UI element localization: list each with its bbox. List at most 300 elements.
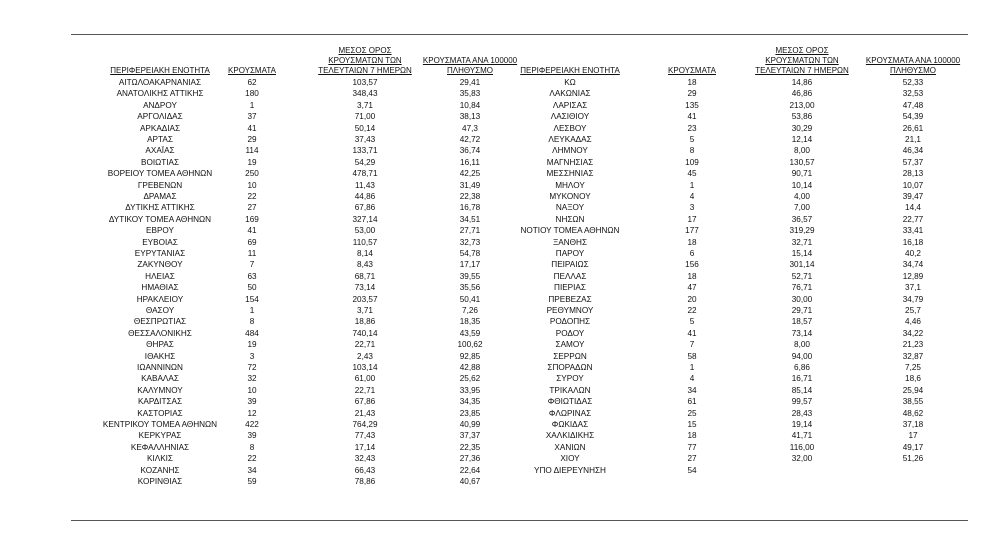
- left-per100k-cell: 39,55: [459, 271, 481, 281]
- left-avg-cell: 73,14: [354, 283, 376, 293]
- right-avg-cell: 10,14: [791, 180, 813, 190]
- left-per100k-cell: 16,11: [460, 157, 480, 167]
- left-region-cell: ΚΟΖΑΝΗΣ: [140, 465, 180, 475]
- left-avg-cell: 203,57: [352, 294, 378, 304]
- left-cases-cell: 19: [247, 157, 257, 167]
- table-row: [0, 339, 993, 350]
- right-cases-cell: 1: [689, 180, 695, 190]
- left-cases-cell: 11: [247, 249, 257, 258]
- right-per100k-cell: 10,07: [902, 180, 924, 190]
- table-row: [0, 316, 993, 327]
- right-avg-cell: 29,71: [791, 306, 813, 315]
- left-cases-cell: 22: [247, 192, 257, 201]
- left-cases-cell: 8: [249, 317, 255, 327]
- right-avg-cell: 130,57: [789, 157, 815, 167]
- table-row: [0, 385, 993, 396]
- left-per100k-cell: 34,51: [459, 214, 481, 224]
- left-per100k-cell: 35,56: [459, 283, 481, 293]
- left-region-cell: ΘΗΡΑΣ: [146, 340, 174, 350]
- left-per100k-cell: 42,25: [459, 169, 481, 179]
- left-per100k-cell: 18,35: [459, 317, 481, 327]
- left-cases-cell: 29: [247, 135, 257, 144]
- table-row: [0, 294, 993, 305]
- left-cases-cell: 37: [247, 112, 257, 122]
- table-row: [0, 214, 993, 225]
- right-per100k-cell: 51,26: [902, 454, 924, 464]
- header-cases-left-label: ΚΡΟΥΣΜΑΤΑ: [228, 66, 276, 75]
- right-region-cell: ΣΑΜΟΥ: [555, 340, 585, 350]
- left-per100k-cell: 54,78: [459, 249, 481, 258]
- table-row: [0, 100, 993, 111]
- left-avg-cell: 8,43: [357, 260, 373, 270]
- left-per100k-cell: 23,85: [459, 408, 481, 418]
- left-per100k-cell: 16,78: [459, 203, 481, 213]
- right-per100k-cell: 37,18: [902, 420, 924, 429]
- right-region-cell: ΛΑΚΩΝΙΑΣ: [549, 89, 591, 99]
- left-region-cell: ΒΟΙΩΤΙΑΣ: [140, 157, 180, 167]
- right-cases-cell: 5: [689, 317, 695, 327]
- right-cases-cell: 135: [685, 100, 699, 110]
- left-cases-cell: 3: [249, 351, 255, 361]
- right-region-cell: ΠΑΡΟΥ: [555, 249, 585, 258]
- right-cases-cell: 25: [687, 408, 697, 418]
- left-avg-cell: 8,14: [357, 249, 373, 258]
- left-per100k-cell: 33,95: [459, 385, 481, 395]
- right-region-cell: ΡΟΔΟΥ: [555, 328, 585, 338]
- table-header: [0, 40, 993, 76]
- left-region-cell: ΙΩΑΝΝΙΝΩΝ: [137, 363, 183, 372]
- right-avg-cell: 28,43: [791, 408, 813, 418]
- right-avg-cell: 319,29: [789, 226, 815, 236]
- table-row: [0, 259, 993, 270]
- left-avg-cell: 478,71: [352, 169, 378, 179]
- right-avg-cell: 30,29: [791, 123, 813, 133]
- left-avg-cell: 348,43: [352, 89, 378, 99]
- left-region-cell: ΘΕΣΣΑΛΟΝΙΚΗΣ: [128, 328, 192, 338]
- right-per100k-cell: 17: [908, 431, 918, 441]
- left-region-cell: ΖΑΚΥΝΘΟΥ: [137, 260, 183, 270]
- left-cases-cell: 1: [249, 306, 255, 315]
- table-row: [0, 202, 993, 213]
- right-cases-cell: 17: [687, 214, 697, 224]
- right-cases-cell: 20: [687, 294, 697, 304]
- table-row: [0, 442, 993, 453]
- left-cases-cell: 422: [245, 420, 259, 429]
- left-avg-cell: 103,14: [352, 363, 378, 372]
- right-per100k-cell: 34,22: [902, 328, 924, 338]
- left-region-cell: ΚΕΦΑΛΛΗΝΙΑΣ: [130, 442, 190, 452]
- left-per100k-cell: 40,67: [459, 477, 481, 486]
- left-per100k-cell: 43,59: [459, 328, 481, 338]
- left-cases-cell: 250: [245, 169, 259, 179]
- left-avg-cell: 11,43: [355, 180, 375, 190]
- right-cases-cell: 18: [687, 237, 697, 247]
- left-avg-cell: 44,86: [354, 192, 376, 201]
- left-per100k-cell: 38,13: [459, 112, 481, 122]
- right-cases-cell: 109: [685, 157, 699, 167]
- table-row: [0, 430, 993, 441]
- left-cases-cell: 50: [247, 283, 257, 293]
- right-avg-cell: 36,57: [791, 214, 813, 224]
- left-region-cell: ΚΑΡΔΙΤΣΑΣ: [137, 397, 183, 407]
- left-avg-cell: 37,43: [354, 135, 376, 144]
- left-region-cell: ΚΕΡΚΥΡΑΣ: [138, 431, 182, 441]
- left-avg-cell: 327,14: [352, 214, 378, 224]
- left-avg-cell: 3,71: [357, 306, 373, 315]
- table-row: [0, 351, 993, 362]
- right-region-cell: ΝΑΞΟΥ: [555, 203, 585, 213]
- right-avg-cell: 7,00: [794, 203, 810, 213]
- right-avg-cell: 32,00: [791, 454, 813, 464]
- left-cases-cell: 22: [247, 454, 257, 464]
- left-per100k-cell: 27,71: [459, 226, 481, 236]
- header-cases-right-label: ΚΡΟΥΣΜΑΤΑ: [668, 66, 716, 75]
- left-per100k-cell: 27,36: [459, 454, 481, 464]
- right-cases-cell: 27: [687, 454, 697, 464]
- left-cases-cell: 484: [245, 328, 259, 338]
- left-region-cell: ΘΕΣΠΡΩΤΙΑΣ: [133, 317, 187, 327]
- left-cases-cell: 10: [247, 385, 257, 395]
- left-region-cell: ΔΡΑΜΑΣ: [143, 192, 177, 201]
- left-cases-cell: 114: [245, 146, 259, 156]
- table-row: [0, 77, 993, 88]
- left-avg-cell: 103,57: [352, 78, 378, 87]
- right-avg-cell: 6,86: [794, 363, 810, 372]
- left-cases-cell: 169: [245, 214, 259, 224]
- table-row: [0, 373, 993, 384]
- right-per100k-cell: 14,4: [905, 203, 921, 213]
- right-per100k-cell: 34,79: [902, 294, 924, 304]
- right-region-cell: ΜΥΚΟΝΟΥ: [549, 192, 591, 201]
- right-cases-cell: 54: [687, 465, 697, 475]
- left-region-cell: ΑΙΤΩΛΟΑΚΑΡΝΑΝΙΑΣ: [118, 78, 202, 87]
- right-avg-cell: 53,86: [791, 112, 813, 122]
- table-row: [0, 305, 993, 316]
- right-cases-cell: 6: [689, 249, 695, 258]
- left-per100k-cell: 42,88: [459, 363, 481, 372]
- left-per100k-cell: 37,37: [459, 431, 481, 441]
- left-per100k-cell: 25,62: [459, 374, 481, 384]
- left-avg-cell: 71,00: [354, 112, 376, 122]
- table-row: [0, 465, 993, 476]
- table-row: [0, 476, 993, 487]
- right-avg-cell: 213,00: [789, 100, 815, 110]
- right-avg-cell: 116,00: [789, 442, 815, 452]
- table-row: [0, 237, 993, 248]
- right-region-cell: ΛΑΣΙΘΙΟΥ: [550, 112, 590, 122]
- left-cases-cell: 41: [247, 123, 257, 133]
- right-per100k-cell: 46,34: [902, 146, 924, 156]
- left-cases-cell: 180: [245, 89, 259, 99]
- left-per100k-cell: 22,35: [459, 442, 481, 452]
- left-cases-cell: 7: [249, 260, 255, 270]
- right-per100k-cell: 37,1: [905, 283, 921, 293]
- left-per100k-cell: 40,99: [459, 420, 481, 429]
- left-avg-cell: 764,29: [352, 420, 378, 429]
- left-cases-cell: 41: [247, 226, 257, 236]
- right-cases-cell: 41: [687, 112, 697, 122]
- left-per100k-cell: 10,84: [459, 100, 481, 110]
- right-per100k-cell: 47,48: [902, 100, 924, 110]
- right-per100k-cell: 32,87: [902, 351, 924, 361]
- right-per100k-cell: 52,33: [902, 78, 924, 87]
- right-region-cell: ΣΥΡΟΥ: [556, 374, 584, 384]
- header-cases-right: [657, 66, 727, 76]
- right-avg-cell: 76,71: [791, 283, 813, 293]
- table-row: [0, 145, 993, 156]
- right-cases-cell: 47: [687, 283, 697, 293]
- left-cases-cell: 12: [247, 408, 257, 418]
- left-cases-cell: 19: [247, 340, 257, 350]
- right-per100k-cell: 34,74: [902, 260, 924, 270]
- header-per100k-left-line2: ΠΛΗΘΥΣΜΟ: [446, 66, 494, 75]
- right-region-cell: ΜΑΓΝΗΣΙΑΣ: [546, 157, 594, 167]
- right-cases-cell: 177: [685, 226, 699, 236]
- right-per100k-cell: 7,25: [905, 363, 921, 372]
- left-region-cell: ΚΑΛΥΜΝΟΥ: [137, 385, 183, 395]
- left-per100k-cell: 31,49: [459, 180, 481, 190]
- left-per100k-cell: 17,17: [459, 260, 481, 270]
- right-per100k-cell: 54,39: [902, 112, 924, 122]
- top-rule: [71, 34, 968, 35]
- header-per100k-left-line1: ΚΡΟΥΣΜΑΤΑ ΑΝΑ 100000: [422, 56, 518, 65]
- table-row: [0, 419, 993, 430]
- right-cases-cell: 23: [687, 123, 697, 133]
- table-row: [0, 123, 993, 134]
- right-region-cell: ΚΩ: [564, 78, 576, 87]
- right-region-cell: ΛΕΣΒΟΥ: [553, 123, 587, 133]
- right-cases-cell: 61: [687, 397, 697, 407]
- right-region-cell: ΤΡΙΚΑΛΩΝ: [549, 385, 591, 395]
- left-cases-cell: 39: [247, 431, 257, 441]
- right-cases-cell: 156: [685, 260, 699, 270]
- header-avg-right-line3: ΤΕΛΕΥΤΑΙΩΝ 7 ΗΜΕΡΩΝ: [755, 66, 849, 75]
- right-cases-cell: 3: [689, 203, 695, 213]
- right-region-cell: ΛΕΥΚΑΔΑΣ: [548, 135, 592, 144]
- right-region-cell: ΦΛΩΡΙΝΑΣ: [548, 408, 592, 418]
- header-region-right-label: ΠΕΡΙΦΕΡΕΙΑΚΗ ΕΝΟΤΗΤΑ: [520, 66, 620, 75]
- right-cases-cell: 5: [689, 135, 695, 144]
- left-region-cell: ΘΑΣΟΥ: [145, 306, 175, 315]
- table-row: [0, 453, 993, 464]
- left-region-cell: ΕΥΡΥΤΑΝΙΑΣ: [134, 249, 186, 258]
- right-cases-cell: 18: [687, 271, 697, 281]
- right-avg-cell: 30,00: [791, 294, 813, 304]
- right-region-cell: ΦΘΙΩΤΙΔΑΣ: [547, 397, 593, 407]
- left-region-cell: ΚΑΣΤΟΡΙΑΣ: [137, 408, 183, 418]
- table-row: [0, 396, 993, 407]
- right-cases-cell: 34: [687, 385, 697, 395]
- right-region-cell: ΠΕΛΛΑΣ: [553, 271, 587, 281]
- right-per100k-cell: 4,46: [905, 317, 921, 327]
- right-avg-cell: 90,71: [791, 169, 813, 179]
- header-avg-right-line1: ΜΕΣΟΣ ΟΡΟΣ: [775, 46, 829, 55]
- left-region-cell: ΗΜΑΘΙΑΣ: [141, 283, 179, 293]
- right-avg-cell: 19,14: [791, 420, 813, 429]
- header-region-left-label: ΠΕΡΙΦΕΡΕΙΑΚΗ ΕΝΟΤΗΤΑ: [110, 66, 210, 75]
- right-per100k-cell: 28,13: [902, 169, 924, 179]
- right-region-cell: ΜΕΣΣΗΝΙΑΣ: [546, 169, 594, 179]
- right-region-cell: ΥΠΟ ΔΙΕΡΕΥΝΗΣΗ: [534, 465, 606, 475]
- left-cases-cell: 154: [245, 294, 259, 304]
- left-region-cell: ΒΟΡΕΙΟΥ ΤΟΜΕΑ ΑΘΗΝΩΝ: [107, 169, 213, 179]
- header-per100k-right-line1: ΚΡΟΥΣΜΑΤΑ ΑΝΑ 100000: [865, 56, 961, 65]
- right-per100k-cell: 57,37: [902, 157, 924, 167]
- right-per100k-cell: 26,61: [902, 123, 924, 133]
- table-row: [0, 88, 993, 99]
- left-per100k-cell: 35,83: [459, 89, 481, 99]
- header-region-left: [95, 66, 225, 76]
- left-avg-cell: 50,14: [354, 123, 376, 133]
- right-region-cell: ΠΙΕΡΙΑΣ: [554, 283, 586, 293]
- left-region-cell: ΗΡΑΚΛΕΙΟΥ: [136, 294, 184, 304]
- right-region-cell: ΛΑΡΙΣΑΣ: [552, 100, 588, 110]
- left-avg-cell: 67,86: [354, 203, 376, 213]
- left-per100k-cell: 22,38: [459, 192, 481, 201]
- left-cases-cell: 1: [249, 100, 255, 110]
- left-cases-cell: 32: [247, 374, 257, 384]
- left-avg-cell: 32,43: [354, 454, 376, 464]
- header-cases-left: [217, 66, 287, 76]
- right-cases-cell: 45: [687, 169, 697, 179]
- right-region-cell: ΣΕΡΡΩΝ: [553, 351, 587, 361]
- right-per100k-cell: 21,1: [905, 135, 921, 144]
- left-per100k-cell: 32,73: [459, 237, 481, 247]
- left-avg-cell: 740,14: [352, 328, 378, 338]
- table-row: [0, 111, 993, 122]
- right-region-cell: ΜΗΛΟΥ: [555, 180, 585, 190]
- left-region-cell: ΑΝΔΡΟΥ: [143, 100, 177, 110]
- right-per100k-cell: 12,89: [902, 271, 924, 281]
- table-row: [0, 180, 993, 191]
- right-avg-cell: 12,14: [791, 135, 813, 144]
- left-per100k-cell: 22,64: [459, 465, 481, 475]
- left-region-cell: ΚΙΛΚΙΣ: [146, 454, 173, 464]
- left-avg-cell: 68,71: [354, 271, 376, 281]
- table-row: [0, 328, 993, 339]
- left-cases-cell: 69: [247, 237, 257, 247]
- right-avg-cell: 99,57: [791, 397, 813, 407]
- header-per100k-right: [848, 56, 978, 76]
- right-region-cell: ΞΑΝΘΗΣ: [552, 237, 588, 247]
- right-cases-cell: 18: [687, 78, 697, 87]
- left-region-cell: ΚΟΡΙΝΘΙΑΣ: [137, 477, 183, 486]
- left-cases-cell: 59: [247, 477, 257, 486]
- bottom-rule: [71, 520, 968, 521]
- left-cases-cell: 34: [247, 465, 257, 475]
- right-region-cell: ΡΟΔΟΠΗΣ: [549, 317, 591, 327]
- right-avg-cell: 52,71: [791, 271, 813, 281]
- right-per100k-cell: 49,17: [902, 442, 924, 452]
- right-cases-cell: 4: [689, 192, 695, 201]
- left-avg-cell: 18,86: [354, 317, 376, 327]
- left-avg-cell: 110,57: [352, 237, 378, 247]
- table-row: [0, 134, 993, 145]
- right-region-cell: ΦΩΚΙΔΑΣ: [551, 420, 589, 429]
- left-region-cell: ΕΒΡΟΥ: [146, 226, 174, 236]
- header-avg-left-line2: ΚΡΟΥΣΜΑΤΩΝ ΤΩΝ: [328, 56, 402, 65]
- right-avg-cell: 4,00: [794, 192, 810, 201]
- right-avg-cell: 8,00: [794, 146, 810, 156]
- left-per100k-cell: 42,72: [459, 135, 481, 144]
- left-cases-cell: 72: [247, 363, 257, 372]
- left-cases-cell: 27: [247, 203, 257, 213]
- right-per100k-cell: 48,62: [902, 408, 924, 418]
- right-avg-cell: 16,71: [791, 374, 813, 384]
- right-cases-cell: 29: [687, 89, 697, 99]
- left-cases-cell: 8: [249, 442, 255, 452]
- left-avg-cell: 2,43: [357, 351, 373, 361]
- right-avg-cell: 85,14: [791, 385, 813, 395]
- header-avg-left-line3: ΤΕΛΕΥΤΑΙΩΝ 7 ΗΜΕΡΩΝ: [318, 66, 412, 75]
- left-avg-cell: 54,29: [354, 157, 376, 167]
- left-per100k-cell: 47,3: [462, 123, 478, 133]
- left-avg-cell: 133,71: [352, 146, 378, 156]
- left-cases-cell: 63: [247, 271, 257, 281]
- left-region-cell: ΓΡΕΒΕΝΩΝ: [137, 180, 183, 190]
- table-row: [0, 168, 993, 179]
- left-cases-cell: 10: [247, 180, 257, 190]
- right-cases-cell: 58: [687, 351, 697, 361]
- right-cases-cell: 18: [687, 431, 697, 441]
- table-row: [0, 362, 993, 373]
- right-per100k-cell: 40,2: [905, 249, 921, 258]
- right-cases-cell: 7: [689, 340, 695, 350]
- right-region-cell: ΠΡΕΒΕΖΑΣ: [548, 294, 592, 304]
- header-per100k-right-line2: ΠΛΗΘΥΣΜΟ: [889, 66, 937, 75]
- left-region-cell: ΚΕΝΤΡΙΚΟΥ ΤΟΜΕΑ ΑΘΗΝΩΝ: [102, 420, 218, 429]
- left-region-cell: ΑΡΓΟΛΙΔΑΣ: [137, 112, 183, 122]
- left-cases-cell: 62: [247, 78, 257, 87]
- right-avg-cell: 46,86: [791, 89, 813, 99]
- left-region-cell: ΑΝΑΤΟΛΙΚΗΣ ΑΤΤΙΚΗΣ: [116, 89, 204, 99]
- left-per100k-cell: 92,85: [459, 351, 481, 361]
- table-row: [0, 248, 993, 259]
- right-region-cell: ΣΠΟΡΑΔΩΝ: [547, 363, 593, 372]
- right-per100k-cell: 33,41: [902, 226, 924, 236]
- header-region-right: [505, 66, 635, 76]
- left-avg-cell: 67,86: [354, 397, 376, 407]
- left-avg-cell: 78,86: [354, 477, 376, 486]
- right-cases-cell: 41: [687, 328, 697, 338]
- right-avg-cell: 32,71: [791, 237, 813, 247]
- right-avg-cell: 18,57: [791, 317, 813, 327]
- left-avg-cell: 22,71: [354, 340, 376, 350]
- left-per100k-cell: 34,35: [459, 397, 481, 407]
- right-per100k-cell: 39,47: [902, 192, 924, 201]
- right-avg-cell: 301,14: [789, 260, 815, 270]
- right-per100k-cell: 25,7: [905, 306, 921, 315]
- left-region-cell: ΕΥΒΟΙΑΣ: [142, 237, 178, 247]
- right-per100k-cell: 25,94: [902, 385, 924, 395]
- left-avg-cell: 17,14: [354, 442, 376, 452]
- right-region-cell: ΝΟΤΙΟΥ ΤΟΜΕΑ ΑΘΗΝΩΝ: [520, 226, 620, 236]
- right-avg-cell: 73,14: [791, 328, 813, 338]
- right-cases-cell: 1: [689, 363, 695, 372]
- right-avg-cell: 15,14: [791, 249, 813, 258]
- left-avg-cell: 22,71: [354, 385, 376, 395]
- right-region-cell: ΛΗΜΝΟΥ: [552, 146, 588, 156]
- table-row: [0, 225, 993, 236]
- table-row: [0, 408, 993, 419]
- right-avg-cell: 8,00: [794, 340, 810, 350]
- left-per100k-cell: 36,74: [459, 146, 481, 156]
- left-per100k-cell: 29,41: [459, 78, 481, 87]
- table-row: [0, 191, 993, 202]
- left-per100k-cell: 100,62: [457, 340, 483, 350]
- left-avg-cell: 77,43: [354, 431, 376, 441]
- right-region-cell: ΧΙΟΥ: [560, 454, 580, 464]
